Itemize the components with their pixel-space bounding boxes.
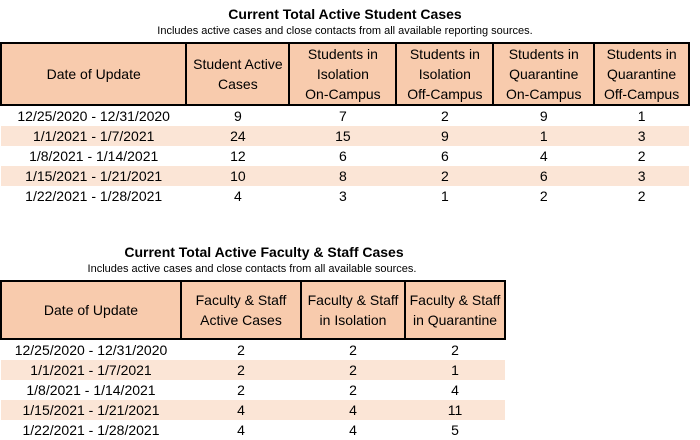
count-cell: 1 — [493, 126, 594, 146]
count-cell: 12 — [230, 148, 246, 164]
table-row — [1, 380, 505, 400]
table-row — [1, 146, 689, 166]
count-cell: 24 — [186, 126, 289, 146]
column-header — [289, 43, 396, 105]
column-header-text: in Isolation — [319, 312, 387, 328]
count-cell: 2 — [349, 382, 357, 398]
date-cell: 1/15/2021 - 1/21/2021 — [1, 166, 186, 186]
count-cell: 9 — [233, 108, 242, 124]
table-header-row — [1, 43, 689, 105]
count-cell: 4 — [301, 400, 405, 420]
column-header-text: Student Active — [193, 56, 283, 72]
table-row — [1, 186, 689, 206]
count-cell: 2 — [349, 342, 357, 358]
column-header-text: Students in — [409, 46, 480, 62]
count-cell: 6 — [440, 148, 449, 164]
count-cell: 5 — [451, 422, 459, 438]
column-header-text: Off-Campus — [407, 86, 483, 102]
student-cases-table — [0, 42, 690, 206]
column-header — [493, 43, 594, 105]
count-cell: 1 — [405, 360, 505, 380]
count-cell: 4 — [181, 400, 301, 420]
date-cell: 1/1/2021 - 1/7/2021 — [1, 126, 186, 146]
count-cell: 2 — [440, 108, 449, 124]
column-header-text: Students in — [508, 46, 579, 62]
count-cell: 1 — [440, 188, 449, 204]
table-header-row — [1, 281, 505, 339]
count-cell: 4 — [237, 422, 245, 438]
column-header-text: Date of Update — [46, 66, 141, 82]
count-cell: 2 — [237, 382, 245, 398]
column-header — [1, 43, 186, 105]
count-cell: 4 — [539, 148, 548, 164]
date-cell: 1/1/2021 - 1/7/2021 — [1, 360, 181, 380]
count-cell: 4 — [349, 422, 357, 438]
column-header — [301, 281, 405, 339]
column-header-text: Students in — [307, 46, 378, 62]
table-body — [1, 339, 505, 440]
count-cell: 11 — [405, 400, 505, 420]
column-header — [594, 43, 689, 105]
date-cell: 1/22/2021 - 1/28/2021 — [22, 422, 160, 438]
count-cell: 6 — [493, 166, 594, 186]
column-header-text: Quarantine — [509, 66, 579, 82]
column-header-text: Isolation — [418, 66, 471, 82]
faculty-staff-cases-table — [0, 280, 506, 440]
table-row — [1, 126, 689, 146]
faculty-table-subtitle: Includes active cases and close contacts from all available sources. — [87, 263, 417, 275]
table-row — [1, 105, 689, 126]
count-cell: 2 — [451, 342, 459, 358]
count-cell: 2 — [637, 188, 646, 204]
column-header — [405, 281, 505, 339]
count-cell: 4 — [451, 382, 459, 398]
table-row — [1, 420, 505, 440]
count-cell: 2 — [396, 166, 493, 186]
column-header-text: Off-Campus — [603, 86, 680, 102]
column-header-text: Isolation — [316, 66, 369, 82]
column-header-text: Faculty & Staff — [409, 292, 501, 308]
count-cell: 8 — [289, 166, 396, 186]
column-header — [181, 281, 301, 339]
column-header-text: On-Campus — [305, 86, 381, 102]
count-cell: 15 — [289, 126, 396, 146]
column-header-text: Cases — [218, 76, 258, 92]
table-row — [1, 400, 505, 420]
column-header-text: On-Campus — [506, 86, 582, 102]
count-cell: 2 — [237, 342, 245, 358]
table-body — [1, 105, 689, 206]
column-header-text: Quarantine — [606, 66, 677, 82]
column-header — [186, 43, 289, 105]
count-cell: 3 — [594, 126, 689, 146]
student-table-subtitle: Includes active cases and close contacts from all available reporting sources. — [157, 25, 533, 37]
count-cell: 9 — [539, 108, 548, 124]
count-cell: 1 — [637, 108, 646, 124]
table-row — [1, 339, 505, 360]
count-cell: 3 — [594, 166, 689, 186]
count-cell: 3 — [339, 188, 347, 204]
column-header-text: Date of Update — [43, 302, 139, 318]
count-cell: 10 — [186, 166, 289, 186]
date-cell: 1/8/2021 - 1/14/2021 — [29, 148, 159, 164]
count-cell: 9 — [396, 126, 493, 146]
date-cell: 1/15/2021 - 1/21/2021 — [1, 400, 181, 420]
count-cell: 7 — [339, 108, 347, 124]
column-header-text: Active Cases — [200, 312, 282, 328]
column-header-text: Faculty & Staff — [195, 292, 287, 308]
date-cell: 12/25/2020 - 12/31/2020 — [17, 108, 170, 124]
faculty-table-title: Current Total Active Faculty & Staff Cases — [124, 244, 404, 260]
count-cell: 2 — [539, 188, 548, 204]
student-table-title: Current Total Active Student Cases — [228, 6, 462, 22]
count-cell: 2 — [637, 148, 646, 164]
date-cell: 1/22/2021 - 1/28/2021 — [25, 188, 163, 204]
table-row — [1, 166, 689, 186]
table-row — [1, 360, 505, 380]
count-cell: 6 — [339, 148, 347, 164]
count-cell: 2 — [301, 360, 405, 380]
column-header — [1, 281, 181, 339]
date-cell: 1/8/2021 - 1/14/2021 — [26, 382, 156, 398]
count-cell: 2 — [181, 360, 301, 380]
column-header — [396, 43, 493, 105]
date-cell: 12/25/2020 - 12/31/2020 — [14, 342, 168, 358]
column-header-text: Students in — [606, 46, 677, 62]
count-cell: 4 — [233, 188, 242, 204]
column-header-text: in Quarantine — [412, 312, 498, 328]
column-header-text: Faculty & Staff — [307, 292, 399, 308]
